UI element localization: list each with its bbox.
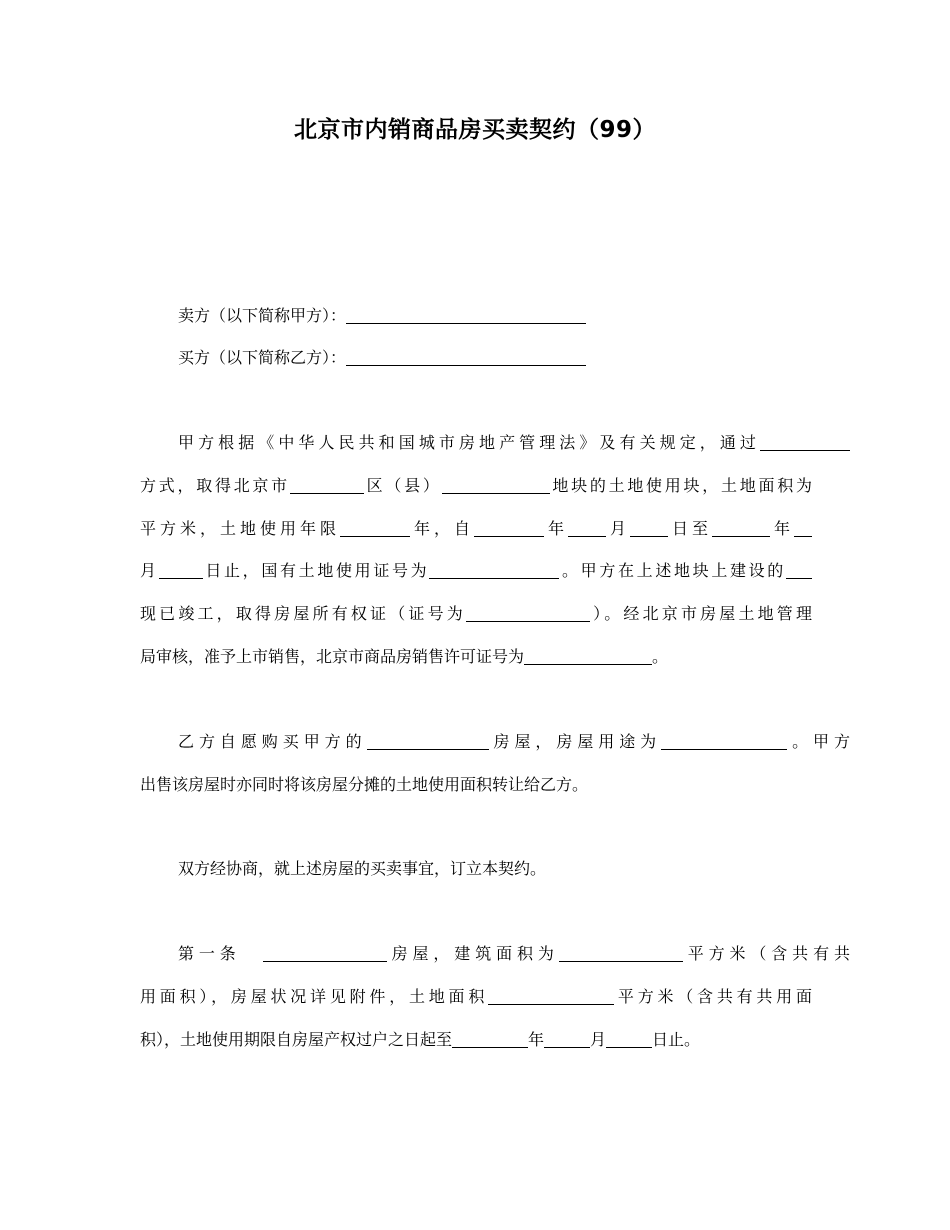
para2-line2 [140,773,812,797]
para1-text: 月 [140,561,159,580]
para1-text: 日止，国有土地使用证号为 [202,561,430,580]
para1-line5 [140,602,812,626]
building-area-blank[interactable] [559,943,683,962]
para1-text: 现已竣工，取得房屋所有权证（证号为 [140,604,466,623]
para1-line4 [140,559,812,583]
land-plot-blank[interactable] [442,475,550,494]
para1-text: 区（县） [363,476,442,495]
start-day-blank[interactable] [630,518,668,537]
house-usage-blank[interactable] [661,731,787,750]
land-end-day-blank[interactable] [606,1029,652,1048]
start-month-blank[interactable] [568,518,606,537]
seller-label: 卖方（以下简称甲方）： [178,306,347,325]
article-number: 第一条 [178,944,241,963]
land-certificate-number-blank[interactable] [429,560,559,579]
end-month-blank[interactable] [794,518,812,537]
para1-text: 年，自 [409,519,474,538]
article1-text: 日止。 [652,1030,701,1049]
para1-line1 [140,431,850,455]
seller-name-blank[interactable] [346,305,586,324]
article1-text: 用面积），房屋状况详见附件，土地面积 [140,987,489,1006]
para1-text: ）。经北京市房屋土地管理 [589,604,812,623]
article1-text: 年 [528,1030,545,1049]
end-day-blank[interactable] [159,560,203,579]
end-year-blank[interactable] [712,518,770,537]
article1-text: 平方米（含共有共用面 [614,987,812,1006]
para1-line3 [140,517,812,541]
para1-text: 局审核，准予上市销售，北京市商品房销售许可证号为 [140,647,525,666]
article1-text: 房屋，建筑面积为 [386,944,559,963]
para1-text: 年 [769,519,794,538]
ownership-certificate-number-blank[interactable] [466,603,590,622]
land-end-month-blank[interactable] [544,1029,590,1048]
para1-text: 月 [605,519,630,538]
article1-text: 月 [590,1030,607,1049]
buyer-line [140,346,850,370]
para2-text: 。甲方 [787,732,850,751]
building-blank[interactable] [786,560,812,579]
article1-line1 [140,942,850,966]
para1-text: 平方米，土地使用年限 [140,519,340,538]
para3-text: 双方经协商，就上述房屋的买卖事宜，订立本契约。 [178,859,547,878]
para1-line6 [140,645,812,669]
para1-text: 。 [652,647,669,666]
para1-line2 [140,474,812,498]
article1-text: 积），土地使用期限自房屋产权过户之日起至 [140,1030,453,1049]
acquisition-method-blank[interactable] [760,432,850,451]
para3-line1 [140,857,850,881]
buyer-name-blank[interactable] [346,347,586,366]
para1-text: 方式，取得北京市 [140,476,290,495]
para1-text: 。甲方在上述地块上建设的 [559,561,786,580]
para1-text: 年 [543,519,568,538]
seller-line [140,304,850,328]
article1-line3 [140,1028,812,1052]
para2-text: 房屋，房屋用途为 [488,732,662,751]
para2-text: 乙方自愿购买甲方的 [178,732,367,751]
article1-line2 [140,985,812,1009]
house-address-blank[interactable] [263,943,387,962]
document-title: 北京市内销商品房买卖契约（99） [293,117,656,143]
article1-text: 平方米（含共有共 [682,944,850,963]
district-blank[interactable] [290,475,364,494]
para2-text: 出售该房屋时亦同时将该房屋分摊的土地使用面积转让给乙方。 [140,775,589,794]
para2-line1 [140,730,850,754]
para1-text: 甲方根据《中华人民共和国城市房地产管理法》及有关规定，通过 [178,433,760,452]
house-location-blank[interactable] [367,731,489,750]
land-end-year-blank[interactable] [452,1029,528,1048]
sales-permit-number-blank[interactable] [524,646,652,665]
para1-text: 日至 [667,519,712,538]
start-year-blank[interactable] [474,518,544,537]
buyer-label: 买方（以下简称乙方）： [178,348,347,367]
land-use-years-blank[interactable] [340,518,410,537]
land-area-blank[interactable] [488,986,614,1005]
para1-text: 地块的土地使用块，土地面积为 [549,476,812,495]
